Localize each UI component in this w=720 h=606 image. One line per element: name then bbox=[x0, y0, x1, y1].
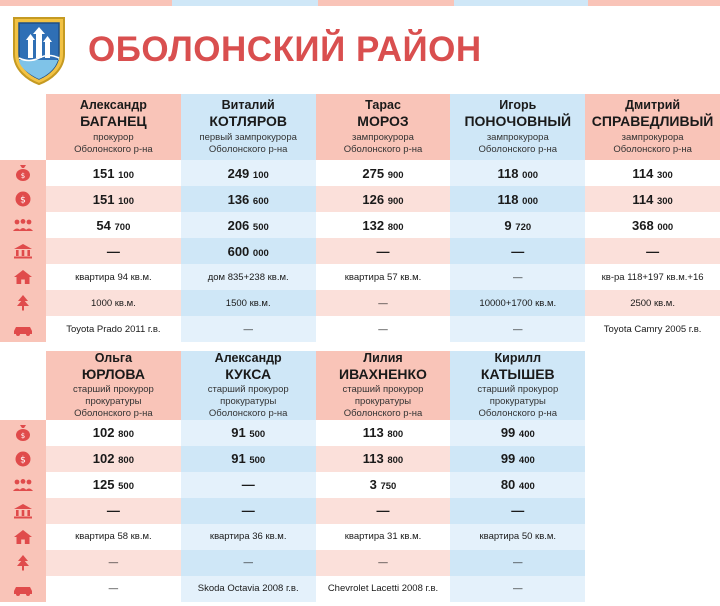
value-cell: 249 100 bbox=[181, 160, 316, 186]
value-cell: кв-ра 118+197 кв.м.+16 bbox=[585, 264, 720, 290]
value-cell: — bbox=[316, 290, 451, 316]
value-cell: — bbox=[450, 550, 585, 576]
value-cell: Toyota Camry 2005 г.в. bbox=[585, 316, 720, 342]
value-cell: 151 100 bbox=[46, 160, 181, 186]
bank-icon bbox=[0, 498, 46, 524]
value-cell: — bbox=[450, 316, 585, 342]
table-row bbox=[0, 576, 720, 602]
value-cell: — bbox=[46, 238, 181, 264]
empty-cell bbox=[585, 446, 720, 472]
value-cell: 118 000 bbox=[450, 186, 585, 212]
value-cell: — bbox=[450, 498, 585, 524]
house-icon bbox=[0, 264, 46, 290]
value-cell: 3 750 bbox=[316, 472, 451, 498]
value-cell: квартира 50 кв.м. bbox=[450, 524, 585, 550]
value-cell: — bbox=[181, 316, 316, 342]
svg-text:$: $ bbox=[20, 455, 26, 466]
person-header bbox=[181, 351, 316, 420]
person-last-name: СПРАВЕДЛИВЫЙ bbox=[591, 113, 714, 130]
money-bag-icon bbox=[0, 420, 46, 446]
person-header bbox=[316, 351, 451, 420]
value-cell: квартира 36 кв.м. bbox=[181, 524, 316, 550]
value-cell: — bbox=[585, 238, 720, 264]
value-cell: квартира 57 кв.м. bbox=[316, 264, 451, 290]
value-cell: 99 400 bbox=[450, 446, 585, 472]
value-cell: 2500 кв.м. bbox=[585, 290, 720, 316]
person-last-name: ПОНОЧОВНЫЙ bbox=[464, 113, 572, 130]
person-last-name: КОТЛЯРОВ bbox=[209, 113, 288, 130]
value-cell: 80 400 bbox=[450, 472, 585, 498]
page-title: ОБОЛОНСКИЙ РАЙОН bbox=[88, 30, 482, 69]
table-row bbox=[0, 420, 720, 446]
officials-table-1 bbox=[0, 94, 720, 351]
value-cell: — bbox=[46, 550, 181, 576]
tree-icon bbox=[0, 550, 46, 576]
empty-cell bbox=[585, 524, 720, 550]
person-last-name: МОРОЗ bbox=[357, 113, 409, 130]
value-cell: 125 500 bbox=[46, 472, 181, 498]
value-cell: — bbox=[181, 550, 316, 576]
coin-icon bbox=[0, 446, 46, 472]
house-icon bbox=[0, 524, 46, 550]
value-cell: 9 720 bbox=[450, 212, 585, 238]
empty-person-header bbox=[585, 351, 720, 420]
value-cell: 114 300 bbox=[585, 186, 720, 212]
empty-cell bbox=[585, 472, 720, 498]
empty-cell bbox=[585, 550, 720, 576]
value-cell: 368 000 bbox=[585, 212, 720, 238]
value-cell: Chevrolet Lacetti 2008 г.в. bbox=[316, 576, 451, 602]
value-cell: 132 800 bbox=[316, 212, 451, 238]
person-first-name: Кирилл bbox=[494, 351, 542, 365]
table-row bbox=[0, 472, 720, 498]
value-cell: Skoda Octavia 2008 г.в. bbox=[181, 576, 316, 602]
table-spacer bbox=[0, 342, 720, 351]
table-row bbox=[0, 160, 720, 186]
value-cell: 275 900 bbox=[316, 160, 451, 186]
car-icon bbox=[0, 576, 46, 602]
value-cell: Toyota Prado 2011 г.в. bbox=[46, 316, 181, 342]
svg-text:$: $ bbox=[20, 171, 26, 180]
value-cell: — bbox=[316, 498, 451, 524]
table-row bbox=[0, 316, 720, 342]
value-cell: — bbox=[450, 576, 585, 602]
table-row bbox=[0, 446, 720, 472]
person-role: первый зампрокурора Оболонского р-на bbox=[199, 131, 297, 155]
table-row bbox=[0, 212, 720, 238]
value-cell: — bbox=[46, 498, 181, 524]
value-cell: 91 500 bbox=[181, 420, 316, 446]
person-first-name: Игорь bbox=[499, 98, 537, 113]
person-last-name: КАТЫШЕВ bbox=[480, 365, 555, 382]
empty-cell bbox=[585, 576, 720, 602]
value-cell: 99 400 bbox=[450, 420, 585, 446]
value-cell: 113 800 bbox=[316, 420, 451, 446]
person-role: зампрокурора Оболонского р-на bbox=[478, 131, 558, 155]
value-cell: — bbox=[181, 472, 316, 498]
value-cell: — bbox=[46, 576, 181, 602]
svg-text:$: $ bbox=[20, 431, 26, 440]
value-cell: 206 500 bbox=[181, 212, 316, 238]
table-row bbox=[0, 290, 720, 316]
value-cell: — bbox=[450, 238, 585, 264]
person-last-name: БАГАНЕЦ bbox=[80, 113, 147, 130]
person-first-name: Виталий bbox=[221, 98, 275, 113]
value-cell: 10000+1700 кв.м. bbox=[450, 290, 585, 316]
value-cell: 114 300 bbox=[585, 160, 720, 186]
person-header bbox=[181, 94, 316, 160]
value-cell: квартира 31 кв.м. bbox=[316, 524, 451, 550]
value-cell: 113 800 bbox=[316, 446, 451, 472]
table-row bbox=[0, 264, 720, 290]
person-first-name: Лилия bbox=[363, 351, 403, 365]
officials-table-2 bbox=[0, 351, 720, 602]
person-header bbox=[46, 351, 181, 420]
value-cell: 118 000 bbox=[450, 160, 585, 186]
tree-icon bbox=[0, 290, 46, 316]
person-header bbox=[450, 94, 585, 160]
value-cell: квартира 94 кв.м. bbox=[46, 264, 181, 290]
value-cell: 1000 кв.м. bbox=[46, 290, 181, 316]
table-header-row bbox=[0, 351, 720, 420]
person-header bbox=[316, 94, 451, 160]
value-cell: — bbox=[181, 498, 316, 524]
person-first-name: Ольга bbox=[94, 351, 133, 365]
page-header bbox=[0, 6, 720, 94]
table-header-row bbox=[0, 94, 720, 160]
value-cell: 102 800 bbox=[46, 446, 181, 472]
value-cell: 1500 кв.м. bbox=[181, 290, 316, 316]
person-first-name: Тарас bbox=[365, 98, 401, 113]
value-cell: 102 800 bbox=[46, 420, 181, 446]
person-role: старший прокурор прокуратуры Оболонского р-на bbox=[72, 384, 154, 420]
svg-text:$: $ bbox=[20, 195, 26, 206]
empty-cell bbox=[585, 498, 720, 524]
coin-icon bbox=[0, 186, 46, 212]
value-cell: дом 835+238 кв.м. bbox=[181, 264, 316, 290]
person-role: зампрокурора Оболонского р-на bbox=[343, 131, 423, 155]
table-row bbox=[0, 498, 720, 524]
person-last-name: ЮРЛОВА bbox=[81, 365, 145, 382]
value-cell: — bbox=[316, 550, 451, 576]
value-cell: 54 700 bbox=[46, 212, 181, 238]
person-first-name: Александр bbox=[214, 351, 282, 365]
family-icon bbox=[0, 212, 46, 238]
person-first-name: Дмитрий bbox=[625, 98, 681, 113]
person-header bbox=[450, 351, 585, 420]
person-role: старший прокурор прокуратуры Оболонского р-на bbox=[342, 384, 424, 420]
car-icon bbox=[0, 316, 46, 342]
person-last-name: КУКСА bbox=[225, 365, 272, 382]
value-cell: 600 000 bbox=[181, 238, 316, 264]
empty-cell bbox=[585, 420, 720, 446]
value-cell: — bbox=[316, 316, 451, 342]
family-icon bbox=[0, 472, 46, 498]
table-row bbox=[0, 524, 720, 550]
person-header bbox=[585, 94, 720, 160]
value-cell: квартира 58 кв.м. bbox=[46, 524, 181, 550]
person-header bbox=[46, 94, 181, 160]
corner-cell bbox=[0, 351, 46, 420]
corner-cell bbox=[0, 94, 46, 160]
value-cell: — bbox=[450, 264, 585, 290]
money-bag-icon bbox=[0, 160, 46, 186]
person-first-name: Александр bbox=[79, 98, 147, 113]
bank-icon bbox=[0, 238, 46, 264]
person-role: старший прокурор прокуратуры Оболонского р-на bbox=[477, 384, 559, 420]
value-cell: — bbox=[316, 238, 451, 264]
value-cell: 151 100 bbox=[46, 186, 181, 212]
table-row bbox=[0, 550, 720, 576]
person-role: зампрокурора Оболонского р-на bbox=[613, 131, 692, 155]
person-role: прокурор Оболонского р-на bbox=[74, 131, 153, 155]
value-cell: 126 900 bbox=[316, 186, 451, 212]
person-role: старший прокурор прокуратуры Оболонского р-на bbox=[207, 384, 289, 420]
person-last-name: ИВАХНЕНКО bbox=[339, 365, 427, 382]
table-row bbox=[0, 186, 720, 212]
district-crest-icon bbox=[8, 14, 70, 86]
value-cell: 91 500 bbox=[181, 446, 316, 472]
table-row bbox=[0, 238, 720, 264]
value-cell: 136 600 bbox=[181, 186, 316, 212]
